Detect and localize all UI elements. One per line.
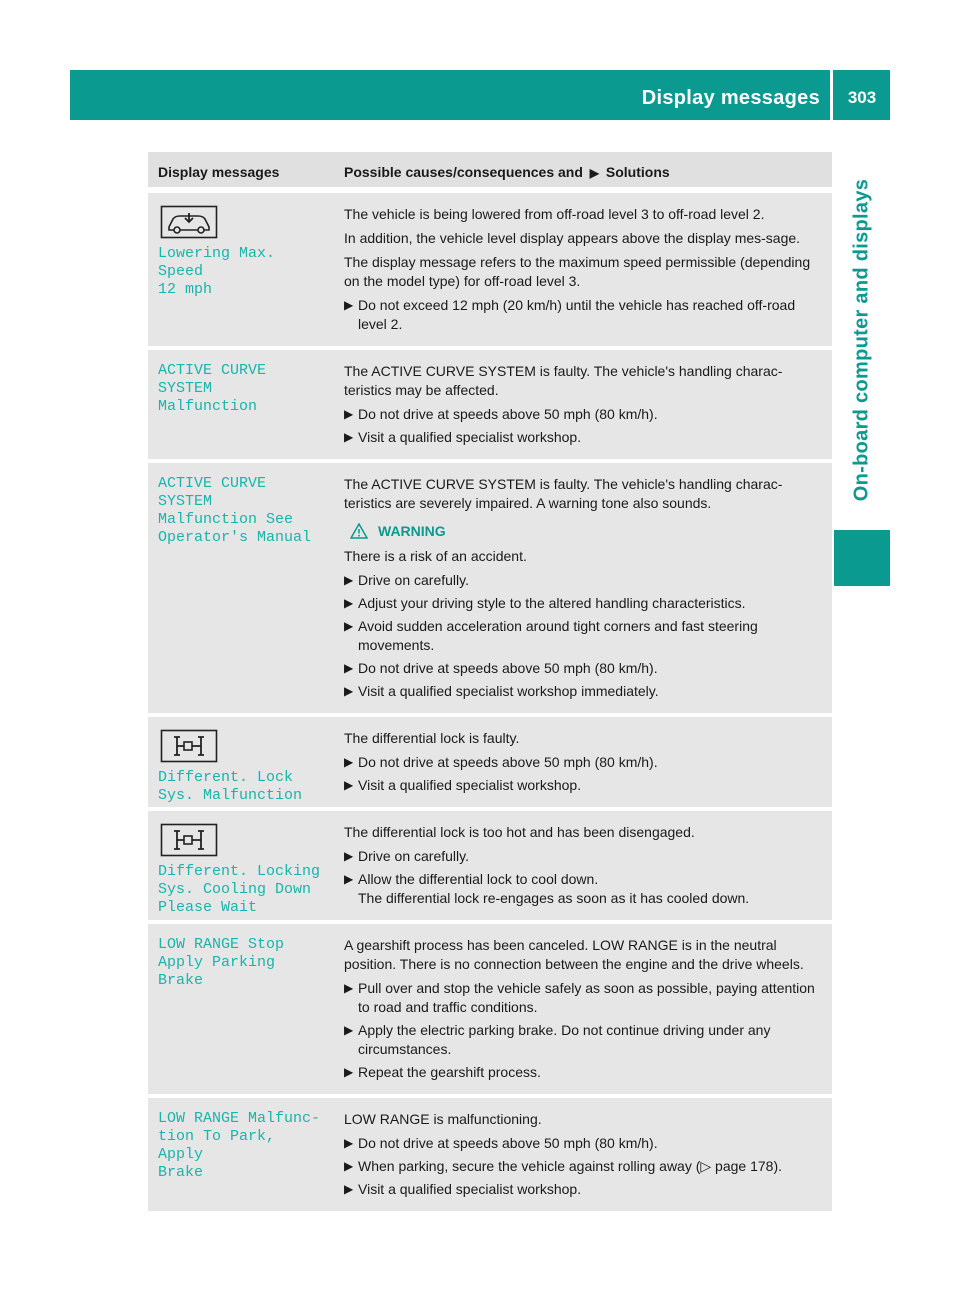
solution-step xyxy=(344,1134,826,1153)
step-text: Pull over and stop the vehicle safely as soon as possible, paying attention to road and traffic conditions. xyxy=(358,980,815,1015)
differential-lock-icon xyxy=(160,729,218,763)
page-number: 303 xyxy=(847,88,877,107)
step-text: Avoid sudden acceleration around tight corners and fast steering movements. xyxy=(358,618,758,653)
step-arrow-icon: ▶ xyxy=(344,849,354,863)
cause-paragraph: In addition, the vehicle level display appears above the display mes-sage. xyxy=(344,230,801,246)
display-messages-table xyxy=(148,152,832,1211)
display-message-text: Different. Lock Sys. Malfunction xyxy=(158,769,303,804)
step-arrow-icon: ▶ xyxy=(344,407,354,421)
warning-text: There is a risk of an accident. xyxy=(344,548,527,564)
table-header xyxy=(148,152,832,189)
step-arrow-icon: ▶ xyxy=(344,1136,354,1150)
column-header-messages: Display messages xyxy=(158,164,280,180)
chapter-label: On-board computer and displays xyxy=(850,178,873,502)
solution-step xyxy=(344,847,826,866)
step-text: When parking, secure the vehicle against rolling away (▷ page 178). xyxy=(358,1158,782,1174)
step-text: Adjust your driving style to the altered handling characteristics. xyxy=(358,595,746,611)
step-arrow-icon: ▶ xyxy=(344,778,354,792)
warning-icon xyxy=(350,523,368,539)
cause-paragraph: The ACTIVE CURVE SYSTEM is faulty. The vehicle's handling charac-teristics may be affected. xyxy=(344,363,783,398)
cause-paragraph: The differential lock is too hot and has been disengaged. xyxy=(344,824,695,840)
step-text: Visit a qualified specialist workshop. xyxy=(358,777,582,793)
solution-step xyxy=(344,1063,826,1082)
cause-paragraph: The vehicle is being lowered from off-road level 3 to off-road level 2. xyxy=(344,206,765,222)
display-message-text: Different. Locking Sys. Cooling Down Please Wait xyxy=(158,863,321,916)
display-message-text: Lowering Max. Speed 12 mph xyxy=(158,245,276,298)
cause-paragraph: LOW RANGE is malfunctioning. xyxy=(344,1111,542,1127)
step-text: Apply the electric parking brake. Do not continue driving under any circumstances. xyxy=(358,1022,771,1057)
step-arrow-icon: ▶ xyxy=(344,619,354,633)
step-text: Do not drive at speeds above 50 mph (80 km/h). xyxy=(358,406,658,422)
step-text: Drive on carefully. xyxy=(358,572,470,588)
message-cell xyxy=(148,193,334,346)
column-header-text-solutions: Solutions xyxy=(605,164,670,180)
differential-lock-icon xyxy=(160,823,218,857)
display-message-text: ACTIVE CURVE SYSTEM Malfunction xyxy=(158,362,267,415)
message-cell xyxy=(148,463,334,713)
solution-cell xyxy=(334,193,832,346)
step-arrow-icon: ▶ xyxy=(344,1182,354,1196)
step-text: Do not drive at speeds above 50 mph (80 km/h). xyxy=(358,754,658,770)
solution-step xyxy=(344,979,826,1017)
solution-step xyxy=(344,617,826,655)
step-text: Visit a qualified specialist workshop. xyxy=(358,1181,582,1197)
solution-cell xyxy=(334,811,832,920)
table-row xyxy=(148,807,832,920)
message-cell xyxy=(148,811,334,920)
message-cell xyxy=(148,717,334,807)
step-arrow-icon: ▶ xyxy=(344,981,354,995)
chapter-tab xyxy=(834,140,890,540)
step-text: Do not exceed 12 mph (20 km/h) until the vehicle has reached off-road level 2. xyxy=(358,297,796,332)
table-row xyxy=(148,459,832,713)
table-row xyxy=(148,713,832,807)
step-arrow-icon: ▶ xyxy=(344,872,354,886)
step-text: Visit a qualified specialist workshop. xyxy=(358,429,582,445)
message-cell xyxy=(148,924,334,1094)
step-arrow-icon: ▶ xyxy=(344,1023,354,1037)
solution-step xyxy=(344,1180,826,1199)
step-arrow-icon: ▶ xyxy=(344,755,354,769)
step-text: Repeat the gearshift process. xyxy=(358,1064,541,1080)
step-text: Do not drive at speeds above 50 mph (80 km/h). xyxy=(358,660,658,676)
solution-cell xyxy=(334,717,832,807)
step-arrow-icon: ▶ xyxy=(344,661,354,675)
solution-step xyxy=(344,1157,826,1176)
vehicle-level-lower-icon xyxy=(160,205,218,239)
cause-paragraph: The ACTIVE CURVE SYSTEM is faulty. The vehicle's handling charac-teristics are severely impaired. A warning tone also sounds. xyxy=(344,476,783,511)
page-header xyxy=(70,70,890,120)
solution-cell xyxy=(334,350,832,459)
display-message-text: LOW RANGE Malfunc- tion To Park, Apply Brake xyxy=(158,1110,321,1181)
table-row xyxy=(148,346,832,459)
solution-step xyxy=(344,659,826,678)
cause-paragraph: The differential lock is faulty. xyxy=(344,730,520,746)
column-header-solutions xyxy=(334,152,832,187)
warning-label: WARNING xyxy=(378,523,446,539)
step-arrow-icon: ▶ xyxy=(344,430,354,444)
step-arrow-icon: ▶ xyxy=(344,1065,354,1079)
solution-step xyxy=(344,571,826,590)
display-message-text: LOW RANGE Stop Apply Parking Brake xyxy=(158,936,285,989)
solution-step xyxy=(344,682,826,701)
table-row xyxy=(148,920,832,1094)
solution-step xyxy=(344,296,826,334)
step-arrow-icon: ▶ xyxy=(344,298,354,312)
header-divider xyxy=(830,70,833,120)
step-text: Visit a qualified specialist workshop immediately. xyxy=(358,683,659,699)
solution-step xyxy=(344,405,826,424)
message-cell xyxy=(148,350,334,459)
message-cell xyxy=(148,1098,334,1211)
chapter-marker xyxy=(834,530,890,586)
section-title: Display messages xyxy=(641,87,820,109)
table-row xyxy=(148,189,832,346)
solution-step xyxy=(344,1021,826,1059)
display-message-text: ACTIVE CURVE SYSTEM Malfunction See Operator's Manual xyxy=(158,475,312,546)
cause-paragraph: The display message refers to the maximum speed permissible (depending on the model type) for off-road level 3. xyxy=(344,254,811,289)
solution-step xyxy=(344,428,826,447)
step-arrow-icon: ▶ xyxy=(344,684,354,698)
column-header-text: Possible causes/consequences and xyxy=(344,164,583,180)
step-arrow-icon: ▶ xyxy=(344,573,354,587)
step-arrow-icon: ▶ xyxy=(344,1159,354,1173)
cause-paragraph: A gearshift process has been canceled. LOW RANGE is in the neutral position. There is no connection between the engine and the drive wheels. xyxy=(344,937,804,972)
step-arrow-icon: ▶ xyxy=(344,596,354,610)
solution-step xyxy=(344,870,826,908)
table-row xyxy=(148,1094,832,1211)
step-text: Drive on carefully. xyxy=(358,848,470,864)
solution-cell xyxy=(334,1098,832,1211)
solution-step xyxy=(344,753,826,772)
solution-cell xyxy=(334,463,832,713)
solution-step xyxy=(344,594,826,613)
solution-step xyxy=(344,776,826,795)
step-text: Allow the differential lock to cool down. The differential lock re-engages as soon as it has cooled down. xyxy=(358,871,750,906)
step-text: Do not drive at speeds above 50 mph (80 km/h). xyxy=(358,1135,658,1151)
solution-cell xyxy=(334,924,832,1094)
warning-heading xyxy=(350,523,826,539)
play-icon: ▶ xyxy=(589,166,600,180)
